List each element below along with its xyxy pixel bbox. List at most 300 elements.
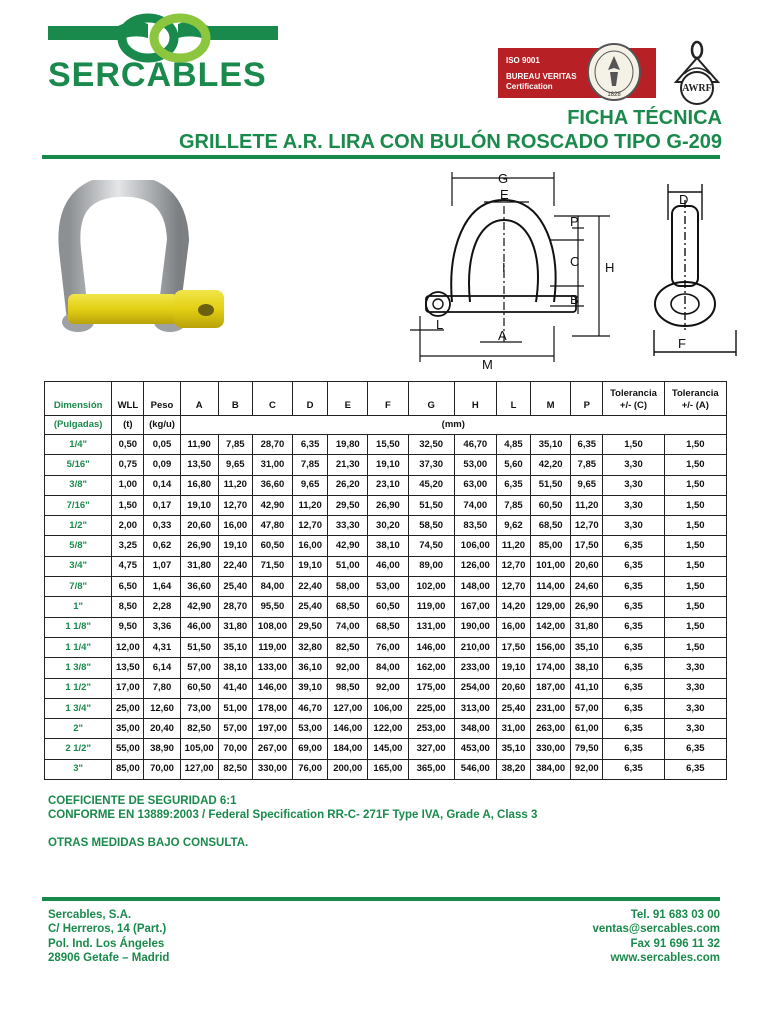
dim-label-l: L: [436, 317, 444, 332]
value-cell: 6,35: [664, 759, 726, 779]
value-cell: 30,20: [368, 516, 408, 536]
value-cell: 9,65: [293, 475, 328, 495]
dim-label-c: C: [570, 254, 580, 269]
column-header: B: [218, 382, 252, 416]
value-cell: 31,00: [252, 455, 292, 475]
value-cell: 0,17: [144, 495, 180, 515]
value-cell: 3,25: [112, 536, 144, 556]
value-cell: 38,20: [496, 759, 530, 779]
value-cell: 178,00: [252, 698, 292, 718]
value-cell: 42,90: [328, 536, 368, 556]
value-cell: 12,70: [218, 495, 252, 515]
table-row: [45, 516, 727, 536]
value-cell: 6,35: [603, 577, 664, 597]
value-cell: 127,00: [180, 759, 218, 779]
value-cell: 0,09: [144, 455, 180, 475]
value-cell: 1,50: [664, 495, 726, 515]
value-cell: 6,35: [603, 536, 664, 556]
product-title: GRILLETE A.R. LIRA CON BULÓN ROSCADO TIPO G-209: [179, 131, 722, 153]
address-city: 28906 Getafe – Madrid: [48, 952, 170, 965]
value-cell: 9,62: [496, 516, 530, 536]
value-cell: 165,00: [368, 759, 408, 779]
value-cell: 1,50: [664, 536, 726, 556]
value-cell: 313,00: [454, 698, 496, 718]
value-cell: 4,75: [112, 556, 144, 576]
table-row: [45, 435, 727, 455]
value-cell: 45,20: [408, 475, 454, 495]
value-cell: 13,50: [112, 658, 144, 678]
value-cell: 6,35: [603, 556, 664, 576]
value-cell: 16,80: [180, 475, 218, 495]
dimension-cell: 1/4": [45, 435, 112, 455]
value-cell: 26,90: [571, 597, 603, 617]
value-cell: 2,00: [112, 516, 144, 536]
value-cell: 51,50: [180, 637, 218, 657]
value-cell: 82,50: [180, 719, 218, 739]
value-cell: 41,40: [218, 678, 252, 698]
value-cell: 11,20: [496, 536, 530, 556]
value-cell: 53,00: [293, 719, 328, 739]
value-cell: 174,00: [531, 658, 571, 678]
value-cell: 29,50: [328, 495, 368, 515]
value-cell: 13,50: [180, 455, 218, 475]
value-cell: 175,00: [408, 678, 454, 698]
value-cell: 47,80: [252, 516, 292, 536]
value-cell: 6,35: [603, 617, 664, 637]
document-title: FICHA TÉCNICA: [567, 107, 722, 129]
dimension-cell: 1 3/4": [45, 698, 112, 718]
seal-year: 1828: [607, 92, 621, 98]
value-cell: 6,35: [603, 759, 664, 779]
value-cell: 60,50: [180, 678, 218, 698]
table-row: [45, 455, 727, 475]
value-cell: 16,00: [496, 617, 530, 637]
value-cell: 82,50: [328, 637, 368, 657]
table-row: [45, 536, 727, 556]
value-cell: 0,75: [112, 455, 144, 475]
shackle-photo: [56, 180, 236, 345]
value-cell: 82,50: [218, 759, 252, 779]
value-cell: 7,85: [218, 435, 252, 455]
value-cell: 17,00: [112, 678, 144, 698]
value-cell: 6,35: [603, 658, 664, 678]
value-cell: 4,85: [496, 435, 530, 455]
value-cell: 60,50: [252, 536, 292, 556]
value-cell: 6,35: [603, 637, 664, 657]
value-cell: 101,00: [531, 556, 571, 576]
value-cell: 95,50: [252, 597, 292, 617]
website-link[interactable]: www.sercables.com: [610, 952, 720, 965]
column-header: H: [454, 382, 496, 416]
value-cell: 12,70: [293, 516, 328, 536]
value-cell: 69,00: [293, 739, 328, 759]
value-cell: 384,00: [531, 759, 571, 779]
value-cell: 92,00: [571, 759, 603, 779]
value-cell: 3,30: [603, 475, 664, 495]
value-cell: 119,00: [252, 637, 292, 657]
value-cell: 37,30: [408, 455, 454, 475]
value-cell: 26,20: [328, 475, 368, 495]
value-cell: 146,00: [252, 678, 292, 698]
value-cell: 55,00: [112, 739, 144, 759]
value-cell: 9,65: [571, 475, 603, 495]
value-cell: 9,50: [112, 617, 144, 637]
value-cell: 8,50: [112, 597, 144, 617]
bureau-veritas-seal-icon: [586, 42, 642, 102]
company-name: Sercables, S.A.: [48, 909, 132, 921]
value-cell: 20,60: [180, 516, 218, 536]
value-cell: 133,00: [252, 658, 292, 678]
value-cell: 63,00: [454, 475, 496, 495]
table-row: [45, 577, 727, 597]
value-cell: 1,50: [664, 577, 726, 597]
awrf-logo: [672, 40, 722, 106]
value-cell: 327,00: [408, 739, 454, 759]
value-cell: 1,50: [664, 435, 726, 455]
table-row: [45, 475, 727, 495]
value-cell: 102,00: [408, 577, 454, 597]
value-cell: 74,50: [408, 536, 454, 556]
value-cell: 89,00: [408, 556, 454, 576]
unit-cell: (t): [112, 416, 144, 435]
value-cell: 148,00: [454, 577, 496, 597]
value-cell: 12,60: [144, 698, 180, 718]
header-divider: [42, 155, 720, 159]
value-cell: 60,50: [531, 495, 571, 515]
value-cell: 162,00: [408, 658, 454, 678]
value-cell: 0,14: [144, 475, 180, 495]
value-cell: 1,50: [664, 637, 726, 657]
value-cell: 6,35: [603, 698, 664, 718]
value-cell: 20,60: [571, 556, 603, 576]
value-cell: 187,00: [531, 678, 571, 698]
dim-label-d: D: [679, 192, 689, 207]
dimension-cell: 1": [45, 597, 112, 617]
value-cell: 1,50: [603, 435, 664, 455]
value-cell: 105,00: [180, 739, 218, 759]
column-header: D: [293, 382, 328, 416]
value-cell: 184,00: [328, 739, 368, 759]
value-cell: 51,50: [531, 475, 571, 495]
value-cell: 453,00: [454, 739, 496, 759]
value-cell: 46,70: [293, 698, 328, 718]
value-cell: 19,80: [328, 435, 368, 455]
column-header: M: [531, 382, 571, 416]
value-cell: 146,00: [328, 719, 368, 739]
dim-label-a: A: [498, 328, 507, 343]
value-cell: 263,00: [531, 719, 571, 739]
value-cell: 58,00: [328, 577, 368, 597]
column-header: L: [496, 382, 530, 416]
dim-label-h: H: [605, 260, 615, 275]
value-cell: 19,10: [293, 556, 328, 576]
dim-label-i: I: [502, 260, 506, 275]
company-contact: [592, 908, 720, 966]
dimension-cell: 7/8": [45, 577, 112, 597]
table-row: [45, 597, 727, 617]
value-cell: 22,40: [218, 556, 252, 576]
table-header-row: [45, 382, 727, 416]
value-cell: 6,35: [603, 678, 664, 698]
table-row: [45, 495, 727, 515]
dim-label-g: G: [498, 171, 509, 186]
value-cell: 1,50: [664, 475, 726, 495]
value-cell: 38,90: [144, 739, 180, 759]
value-cell: 6,50: [112, 577, 144, 597]
value-cell: 6,35: [293, 435, 328, 455]
dimension-cell: 1 1/4": [45, 637, 112, 657]
value-cell: 36,60: [252, 475, 292, 495]
value-cell: 231,00: [531, 698, 571, 718]
brand-name: SERCABLES: [48, 56, 267, 94]
value-cell: 2,28: [144, 597, 180, 617]
value-cell: 12,70: [496, 577, 530, 597]
table-row: [45, 759, 727, 779]
value-cell: 53,00: [368, 577, 408, 597]
dimension-cell: 1 1/8": [45, 617, 112, 637]
column-header: C: [252, 382, 292, 416]
value-cell: 70,00: [144, 759, 180, 779]
other-sizes-note: OTRAS MEDIDAS BAJO CONSULTA.: [48, 837, 249, 849]
value-cell: 126,00: [454, 556, 496, 576]
value-cell: 17,50: [496, 637, 530, 657]
fax-number: Fax 91 696 11 32: [630, 937, 720, 950]
value-cell: 21,30: [328, 455, 368, 475]
value-cell: 53,00: [454, 455, 496, 475]
table-row: [45, 637, 727, 657]
value-cell: 51,50: [408, 495, 454, 515]
value-cell: 35,10: [496, 739, 530, 759]
value-cell: 60,50: [368, 597, 408, 617]
value-cell: 38,10: [571, 658, 603, 678]
value-cell: 46,00: [368, 556, 408, 576]
column-header: P: [571, 382, 603, 416]
value-cell: 6,35: [603, 719, 664, 739]
value-cell: 6,14: [144, 658, 180, 678]
phone-number: Tel. 91 683 03 00: [630, 909, 720, 921]
value-cell: 29,50: [293, 617, 328, 637]
value-cell: 11,90: [180, 435, 218, 455]
awrf-label: AWRF: [682, 83, 712, 94]
value-cell: 267,00: [252, 739, 292, 759]
value-cell: 24,60: [571, 577, 603, 597]
value-cell: 156,00: [531, 637, 571, 657]
column-header: Dimensión: [45, 382, 112, 416]
value-cell: 25,40: [218, 577, 252, 597]
value-cell: 33,30: [328, 516, 368, 536]
value-cell: 39,10: [293, 678, 328, 698]
value-cell: 84,00: [368, 658, 408, 678]
value-cell: 31,80: [571, 617, 603, 637]
table-row: [45, 617, 727, 637]
unit-cell: (Pulgadas): [45, 416, 112, 435]
shackle-front-diagram: [404, 166, 624, 376]
value-cell: 7,85: [293, 455, 328, 475]
specifications-table: [44, 381, 727, 780]
dimension-cell: 3": [45, 759, 112, 779]
value-cell: 74,00: [328, 617, 368, 637]
value-cell: 546,00: [454, 759, 496, 779]
value-cell: 3,30: [664, 678, 726, 698]
value-cell: 1,50: [664, 455, 726, 475]
value-cell: 197,00: [252, 719, 292, 739]
value-cell: 61,00: [571, 719, 603, 739]
value-cell: 145,00: [368, 739, 408, 759]
value-cell: 330,00: [531, 739, 571, 759]
value-cell: 4,31: [144, 637, 180, 657]
value-cell: 26,90: [368, 495, 408, 515]
value-cell: 108,00: [252, 617, 292, 637]
dimension-cell: 1/2": [45, 516, 112, 536]
dim-label-e: E: [500, 187, 509, 202]
column-header: F: [368, 382, 408, 416]
value-cell: 253,00: [408, 719, 454, 739]
certification-label: Certification: [506, 82, 553, 91]
value-cell: 3,36: [144, 617, 180, 637]
value-cell: 68,50: [531, 516, 571, 536]
dimension-cell: 3/8": [45, 475, 112, 495]
value-cell: 6,35: [603, 597, 664, 617]
value-cell: 127,00: [328, 698, 368, 718]
value-cell: 36,60: [180, 577, 218, 597]
value-cell: 35,10: [218, 637, 252, 657]
dimension-cell: 3/4": [45, 556, 112, 576]
value-cell: 28,70: [252, 435, 292, 455]
column-header: WLL: [112, 382, 144, 416]
value-cell: 0,62: [144, 536, 180, 556]
dim-label-m: M: [482, 357, 493, 372]
value-cell: 3,30: [603, 495, 664, 515]
value-cell: 3,30: [664, 698, 726, 718]
iso-label: ISO 9001: [506, 56, 540, 65]
value-cell: 31,80: [180, 556, 218, 576]
value-cell: 26,90: [180, 536, 218, 556]
value-cell: 32,80: [293, 637, 328, 657]
value-cell: 35,00: [112, 719, 144, 739]
address-area: Pol. Ind. Los Ángeles: [48, 937, 165, 950]
safety-factor-note: COEFICIENTE DE SEGURIDAD 6:1: [48, 795, 237, 807]
column-header: Peso: [144, 382, 180, 416]
value-cell: 25,00: [112, 698, 144, 718]
value-cell: 6,35: [603, 739, 664, 759]
dim-label-p: P: [570, 214, 579, 229]
value-cell: 3,30: [603, 455, 664, 475]
dimension-cell: 5/8": [45, 536, 112, 556]
value-cell: 6,35: [664, 739, 726, 759]
dim-label-f: F: [678, 336, 686, 351]
value-cell: 1,50: [664, 516, 726, 536]
value-cell: 85,00: [112, 759, 144, 779]
value-cell: 365,00: [408, 759, 454, 779]
value-cell: 19,10: [496, 658, 530, 678]
unit-cell: (kg/u): [144, 416, 180, 435]
value-cell: 35,10: [531, 435, 571, 455]
shackle-side-diagram: [648, 180, 740, 356]
dimension-cell: 5/16": [45, 455, 112, 475]
column-header: Tolerancia +/- (A): [664, 382, 726, 416]
value-cell: 0,33: [144, 516, 180, 536]
table-row: [45, 698, 727, 718]
value-cell: 142,00: [531, 617, 571, 637]
value-cell: 58,50: [408, 516, 454, 536]
footer-divider: [42, 897, 720, 901]
value-cell: 70,00: [218, 739, 252, 759]
value-cell: 254,00: [454, 678, 496, 698]
table-row: [45, 678, 727, 698]
value-cell: 25,40: [496, 698, 530, 718]
value-cell: 7,85: [571, 455, 603, 475]
value-cell: 76,00: [293, 759, 328, 779]
dimension-cell: 2": [45, 719, 112, 739]
value-cell: 19,10: [218, 536, 252, 556]
value-cell: 1,50: [664, 556, 726, 576]
value-cell: 32,50: [408, 435, 454, 455]
value-cell: 16,00: [293, 536, 328, 556]
value-cell: 23,10: [368, 475, 408, 495]
dim-label-b: B: [570, 292, 579, 307]
value-cell: 1,07: [144, 556, 180, 576]
value-cell: 9,65: [218, 455, 252, 475]
value-cell: 31,00: [496, 719, 530, 739]
value-cell: 31,80: [218, 617, 252, 637]
value-cell: 16,00: [218, 516, 252, 536]
value-cell: 1,50: [112, 495, 144, 515]
value-cell: 36,10: [293, 658, 328, 678]
email-link[interactable]: ventas@sercables.com: [592, 923, 720, 936]
value-cell: 1,00: [112, 475, 144, 495]
value-cell: 0,05: [144, 435, 180, 455]
value-cell: 200,00: [328, 759, 368, 779]
value-cell: 79,50: [571, 739, 603, 759]
value-cell: 84,00: [252, 577, 292, 597]
value-cell: 76,00: [368, 637, 408, 657]
value-cell: 98,50: [328, 678, 368, 698]
value-cell: 1,50: [664, 617, 726, 637]
value-cell: 348,00: [454, 719, 496, 739]
value-cell: 119,00: [408, 597, 454, 617]
value-cell: 46,00: [180, 617, 218, 637]
value-cell: 233,00: [454, 658, 496, 678]
value-cell: 20,40: [144, 719, 180, 739]
dimension-cell: 2 1/2": [45, 739, 112, 759]
value-cell: 190,00: [454, 617, 496, 637]
value-cell: 17,50: [571, 536, 603, 556]
value-cell: 11,20: [218, 475, 252, 495]
value-cell: 85,00: [531, 536, 571, 556]
value-cell: 12,70: [496, 556, 530, 576]
value-cell: 28,70: [218, 597, 252, 617]
value-cell: 3,30: [664, 719, 726, 739]
value-cell: 6,35: [496, 475, 530, 495]
value-cell: 19,10: [180, 495, 218, 515]
value-cell: 42,90: [252, 495, 292, 515]
value-cell: 51,00: [328, 556, 368, 576]
value-cell: 330,00: [252, 759, 292, 779]
value-cell: 92,00: [368, 678, 408, 698]
value-cell: 68,50: [328, 597, 368, 617]
value-cell: 46,70: [454, 435, 496, 455]
value-cell: 1,50: [664, 597, 726, 617]
value-cell: 25,40: [293, 597, 328, 617]
dimension-cell: 7/16": [45, 495, 112, 515]
address-street: C/ Herreros, 14 (Part.): [48, 923, 167, 936]
conformity-note: CONFORME EN 13889:2003 / Federal Specification RR-C- 271F Type IVA, Grade A, Class 3: [48, 809, 538, 821]
table-row: [45, 556, 727, 576]
value-cell: 57,00: [571, 698, 603, 718]
value-cell: 42,20: [531, 455, 571, 475]
value-cell: 68,50: [368, 617, 408, 637]
value-cell: 114,00: [531, 577, 571, 597]
